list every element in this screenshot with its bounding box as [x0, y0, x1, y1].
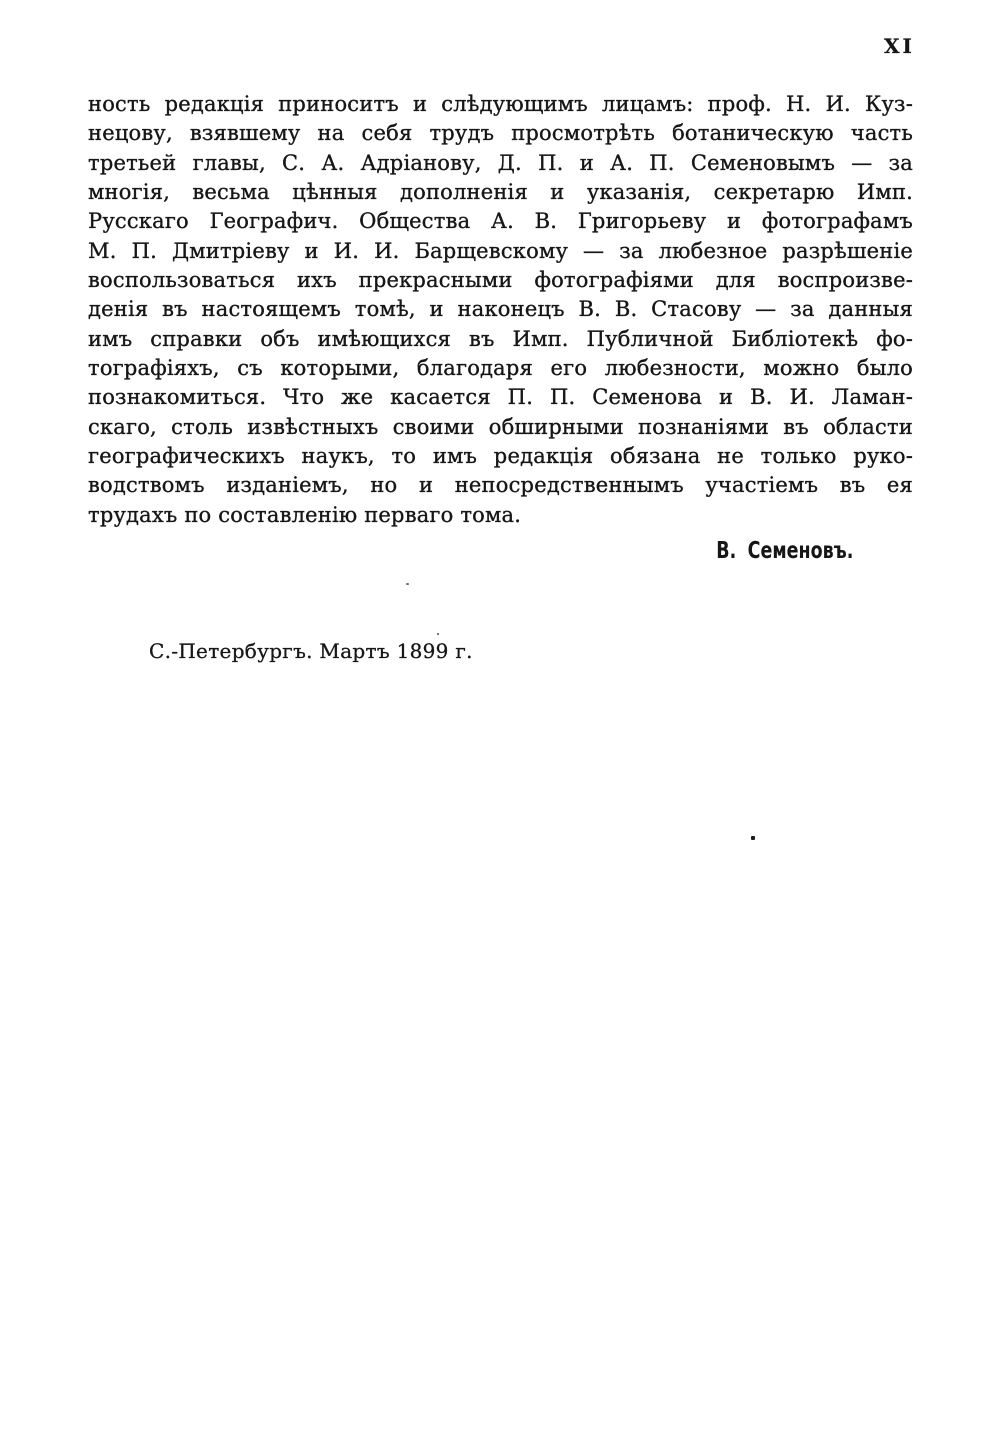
paragraph-line: имъ справки объ имѣющихся въ Имп. Публичной Библіотекѣ фо- [88, 326, 913, 351]
paragraph-line: третьей главы, С. А. Адріанову, Д. П. и А. П. Семеновымъ — за [88, 150, 913, 175]
paragraph-line: многія, весьма цѣнныя дополненія и указанія, секретарю Имп. [88, 180, 913, 205]
paragraph-line: денія въ настоящемъ томѣ, и наконецъ В. В. Стасову — за данныя [88, 297, 913, 322]
ink-speck [751, 836, 755, 840]
page-number: XI [884, 34, 915, 58]
paragraph-line: водствомъ изданіемъ, но и непосредственнымъ участіемъ въ ея [88, 473, 913, 498]
paragraph-line: трудахъ по составленію перваго тома. [88, 502, 522, 527]
paragraph-line: географическихъ наукъ, то имъ редакція обязана не только руко- [88, 444, 913, 469]
body-paragraph [88, 90, 913, 530]
signature: В. Семеновъ. [715, 538, 853, 564]
dateline: С.-Петербургъ. Мартъ 1899 г. [149, 639, 473, 663]
paragraph-line: воспользоваться ихъ прекрасными фотографіями для воспроизве- [88, 268, 913, 293]
paragraph-line: ность редакція приноситъ и слѣдующимъ лицамъ: проф. Н. И. Куз- [88, 92, 913, 116]
paragraph-line: тографіяхъ, съ которыми, благодаря его любезности, можно было [88, 356, 913, 381]
ink-speck [406, 583, 409, 585]
paragraph-line: М. П. Дмитріеву и И. И. Барщевскому — за любезное разрѣшеніе [88, 238, 913, 263]
paragraph-line: скаго, столь извѣстныхъ своими обширными познаніями въ области [88, 414, 913, 439]
paragraph-line: Русскаго Географич. Общества А. В. Григорьеву и фотографамъ [88, 209, 913, 234]
ink-speck [437, 633, 439, 635]
paragraph-line: познакомиться. Что же касается П. П. Семенова и В. И. Ламан- [88, 385, 913, 410]
paragraph-line: нецову, взявшему на себя трудъ просмотрѣть ботаническую часть [88, 121, 913, 146]
